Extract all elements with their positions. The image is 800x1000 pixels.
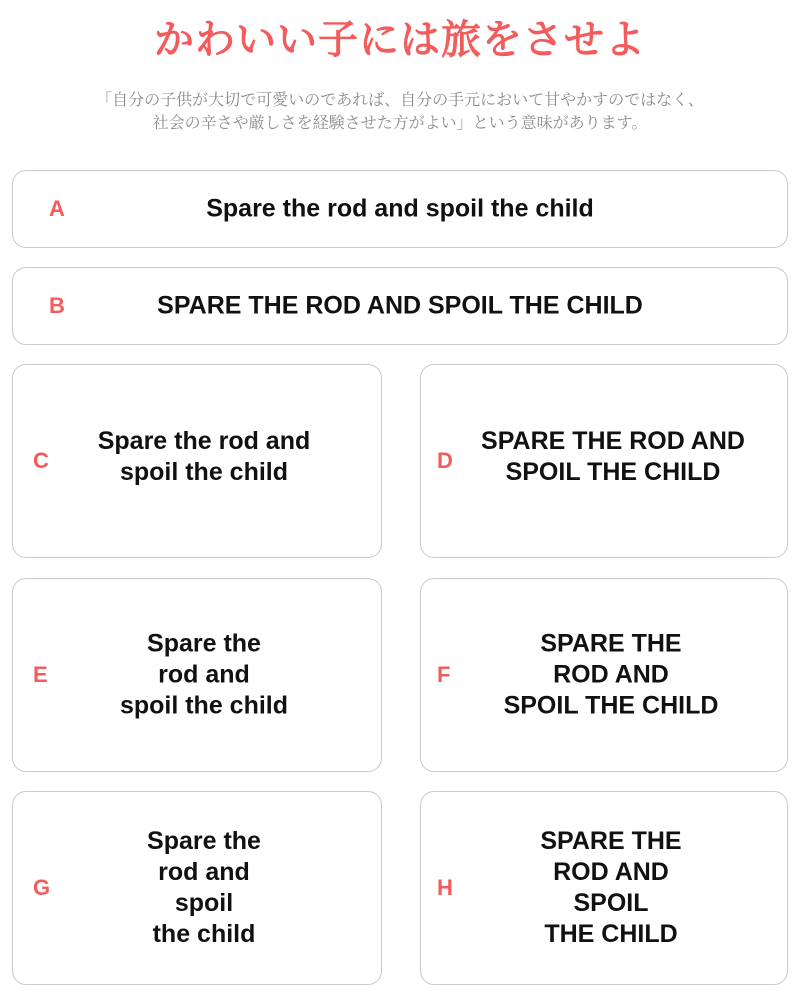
option-text: SPARE THE ROD AND SPOIL THE CHILD [503,629,719,720]
option-letter: C [33,448,49,473]
option-text: Spare the rod and spoil the child [147,827,261,948]
option-letter: D [437,448,453,473]
option-text: SPARE THE ROD AND SPOIL THE CHILD [157,291,643,320]
option-letter: G [33,875,51,900]
option-letter: A [49,196,65,221]
option-card-h[interactable] [420,791,788,985]
option-letter: E [33,662,48,687]
option-card-a[interactable] [12,170,788,248]
option-card-e[interactable] [12,578,382,772]
option-letter: H [437,875,453,900]
option-text: SPARE THE ROD AND SPOIL THE CHILD [540,827,682,948]
option-text: Spare the rod and spoil the child [97,427,311,487]
option-text: Spare the rod and spoil the child [206,194,594,223]
option-card-d[interactable] [420,364,788,558]
page-title: かわいい子には旅をさせよ [154,17,646,63]
option-card-g[interactable] [12,791,382,985]
option-card-c[interactable] [12,364,382,558]
option-card-b[interactable] [12,267,788,345]
option-letter: B [49,293,65,318]
page-description: 「自分の子供が大切で可愛いのであれば、自分の手元において甘やかすのではなく、 社会の辛さや厳しさを経験させた方がよい」という意味があります。 [96,90,704,132]
option-card-f[interactable] [420,578,788,772]
option-letter: F [437,662,451,687]
option-text: Spare the rod and spoil the child [119,629,289,720]
option-text: SPARE THE ROD AND SPOIL THE CHILD [481,427,745,487]
